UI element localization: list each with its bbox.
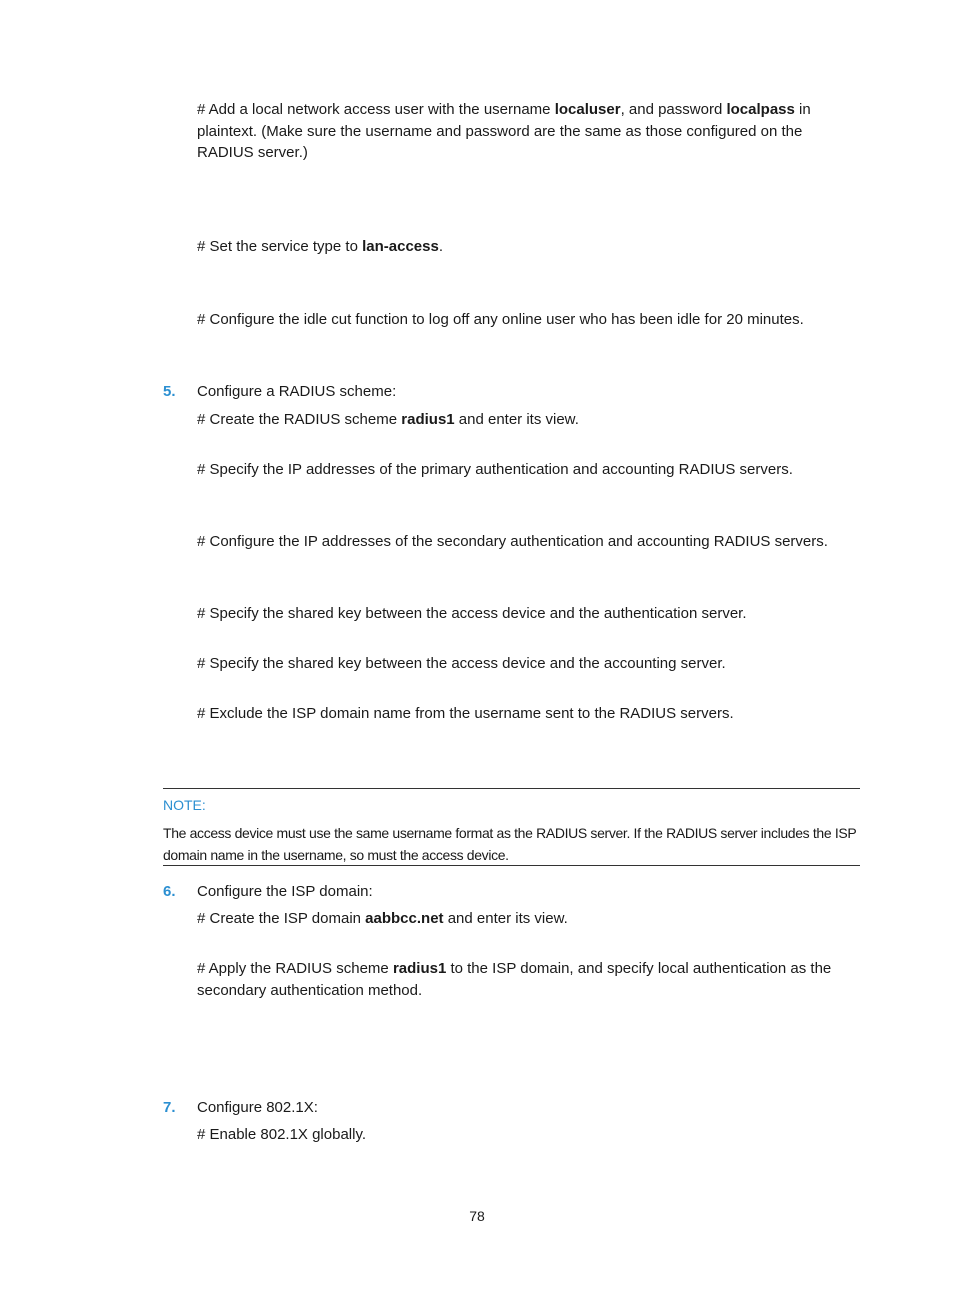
step-number-5: 5.: [163, 383, 176, 400]
auth-key-paragraph: # Specify the shared key between the access device and the authentication server.: [197, 605, 747, 622]
idle-cut-paragraph: # Configure the idle cut function to log off any online user who has been idle for 20 minutes.: [197, 311, 804, 328]
page-number: 78: [469, 1208, 485, 1224]
note-text: The access device must use the same username format as the RADIUS server. If the RADIUS server includes the ISP domain name in the username, so must the access device.: [163, 825, 857, 863]
create-domain-paragraph: # Create the ISP domain aabbcc.net and enter its view.: [197, 910, 568, 927]
secondary-servers-paragraph: # Configure the IP addresses of the secondary authentication and accounting RADIUS servers.: [197, 533, 828, 550]
step-title-6: Configure the ISP domain:: [197, 883, 373, 900]
enable-dot1x-paragraph: # Enable 802.1X globally.: [197, 1126, 367, 1143]
service-type-paragraph: # Set the service type to lan-access.: [197, 238, 443, 255]
applied-scheme-name: radius1: [392, 960, 447, 977]
exclude-domain-paragraph: # Exclude the ISP domain name from the username sent to the RADIUS servers.: [197, 705, 734, 722]
add-user-paragraph: # Add a local network access user with the username localuser, and password localpass in plaintext. (Make sure the username and password are the same as those configured on the RADIUS server.): [197, 101, 811, 161]
apply-scheme-paragraph: # Apply the RADIUS scheme radius1 to the ISP domain, and specify local authentication as the secondary authentication method.: [197, 960, 832, 999]
step-number-7: 7.: [163, 1099, 176, 1116]
radius-scheme-name: radius1: [401, 411, 455, 428]
note-title: NOTE:: [163, 797, 206, 813]
step-number-6: 6.: [163, 883, 176, 900]
step-title-5: Configure a RADIUS scheme:: [197, 383, 397, 400]
note-bottom-rule: [163, 865, 860, 866]
service-type-value: lan-access: [362, 238, 439, 255]
step-title-7: Configure 802.1X:: [197, 1099, 318, 1116]
acct-key-paragraph: # Specify the shared key between the access device and the accounting server.: [197, 655, 726, 672]
password-value: localpass: [726, 101, 795, 118]
primary-servers-paragraph: # Specify the IP addresses of the primary authentication and accounting RADIUS servers.: [197, 461, 793, 478]
note-top-rule: [163, 788, 860, 789]
domain-name-value: aabbcc.net: [365, 910, 444, 927]
create-radius-paragraph: # Create the RADIUS scheme radius1 and enter its view.: [197, 411, 579, 428]
username-value: localuser: [554, 101, 621, 118]
